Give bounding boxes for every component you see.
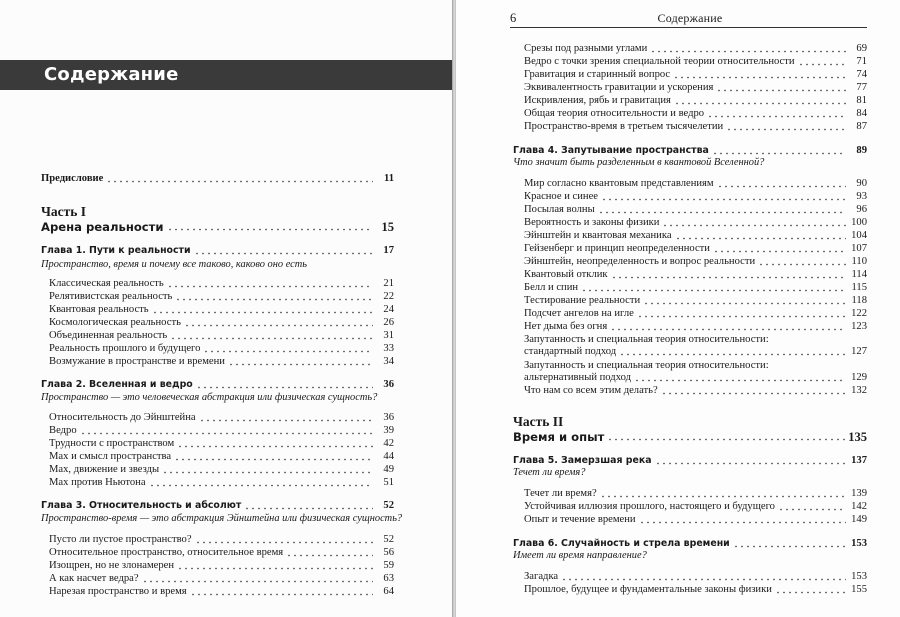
toc-entry[interactable] — [49, 304, 394, 316]
toc-label: Нет дыма без огня — [524, 321, 608, 332]
toc-label: альтернативный подход — [524, 372, 631, 383]
toc-entry[interactable] — [49, 560, 394, 572]
dot-leader — [639, 521, 846, 524]
dot-leader — [174, 458, 373, 461]
toc-page: 129 — [851, 372, 867, 383]
dot-leader — [778, 508, 846, 511]
toc-entry[interactable] — [524, 488, 867, 500]
toc-page: 110 — [851, 256, 867, 267]
toc-entry-part-1[interactable] — [41, 221, 394, 233]
toc-page: 153 — [851, 571, 867, 582]
dot-leader — [637, 315, 846, 318]
toc-label: Белл и спин — [524, 282, 579, 293]
chapter-3-subtitle: Пространство-время — это абстракция Эйнштейна или физическая сущность? — [41, 513, 403, 524]
toc-label: Предисловие — [41, 173, 104, 184]
dot-leader — [195, 541, 373, 544]
toc-page: 132 — [851, 385, 867, 396]
toc-entry[interactable] — [524, 584, 867, 596]
toc-page: 24 — [383, 304, 394, 315]
toc-label: А как насчет ведра? — [49, 573, 139, 584]
toc-label: Космологическая реальность — [49, 317, 181, 328]
chapter-2-subtitle: Пространство — это человеческая абстракция или физическая сущность? — [41, 392, 378, 403]
dot-leader — [199, 419, 373, 422]
toc-label: Возмужание в пространстве и времени — [49, 356, 225, 367]
toc-page: 118 — [851, 295, 867, 306]
dot-leader — [661, 392, 846, 395]
toc-label: Срезы под разными углами — [524, 43, 648, 54]
toc-page: 122 — [851, 308, 867, 319]
dot-leader — [196, 386, 373, 389]
dot-leader — [650, 50, 846, 53]
toc-page: 107 — [851, 243, 867, 254]
toc-entry[interactable] — [49, 317, 394, 329]
toc-page: 115 — [851, 282, 867, 293]
toc-page: 84 — [856, 108, 867, 119]
dot-leader — [177, 567, 373, 570]
toc-label: Гравитация и старинный вопрос — [524, 69, 671, 80]
toc-entry[interactable] — [524, 217, 867, 229]
toc-page: 135 — [848, 430, 867, 444]
toc-entry[interactable] — [49, 356, 394, 368]
toc-label: Квантовый отклик — [524, 269, 608, 280]
toc-entry[interactable] — [49, 291, 394, 303]
toc-page: 26 — [383, 317, 394, 328]
chapter-5-subtitle: Течет ли время? — [513, 467, 586, 478]
toc-page: 127 — [851, 346, 867, 357]
toc-page: 17 — [383, 245, 394, 256]
dot-leader — [286, 554, 373, 557]
toc-entry[interactable] — [49, 477, 394, 489]
dot-leader — [726, 128, 846, 131]
dot-leader — [675, 237, 846, 240]
toc-entry[interactable] — [524, 43, 867, 55]
chapter-4-title: Глава 4. Запутывание пространства — [513, 145, 709, 156]
dot-leader — [707, 115, 846, 118]
dot-leader — [674, 102, 846, 105]
toc-page: 36 — [383, 412, 394, 423]
dot-leader — [581, 289, 846, 292]
toc-entry[interactable] — [524, 178, 867, 190]
toc-label: Изощрен, но не злонамерен — [49, 560, 175, 571]
toc-entry-chapter-6[interactable] — [513, 538, 867, 550]
toc-entry[interactable] — [524, 243, 867, 255]
toc-entry[interactable] — [524, 571, 867, 583]
toc-page: 90 — [856, 178, 867, 189]
chapter-5-title: Глава 5. Замерзшая река — [513, 455, 652, 466]
toc-page: 22 — [383, 291, 394, 302]
toc-label: Прошлое, будущее и фундаментальные законы физики — [524, 584, 772, 595]
chapter-6-subtitle: Имеет ли время направление? — [513, 550, 647, 561]
toc-label: Реальность прошлого и будущего — [49, 343, 201, 354]
toc-entry[interactable] — [49, 278, 394, 290]
toc-label: Мах и смысл пространства — [49, 451, 172, 462]
dot-leader — [610, 328, 846, 331]
toc-entry-chapter-2[interactable] — [41, 379, 394, 391]
toc-label: Ведро с точки зрения специальной теории относительности — [524, 56, 795, 67]
dot-leader — [190, 593, 373, 596]
toc-label: Пусто ли пустое пространство? — [49, 534, 192, 545]
dot-leader — [162, 471, 373, 474]
toc-label: Течет ли время? — [524, 488, 597, 499]
toc-entry[interactable] — [524, 501, 867, 513]
toc-label: Ведро — [49, 425, 77, 436]
toc-page: 15 — [381, 220, 394, 234]
toc-page: 69 — [856, 43, 867, 54]
toc-page: 64 — [383, 586, 394, 597]
dot-leader — [712, 152, 846, 155]
toc-entry[interactable] — [524, 514, 867, 526]
chapter-4-subtitle: Что значит быть разделенным в квантовой Вселенной? — [513, 157, 765, 168]
toc-label: Эйнштейн и квантовая механика — [524, 230, 672, 241]
toc-entry[interactable] — [49, 573, 394, 585]
toc-entry[interactable] — [524, 269, 867, 281]
toc-page: 100 — [851, 217, 867, 228]
chapter-3-title: Глава 3. Относительность и абсолют — [41, 500, 242, 511]
dot-leader — [80, 432, 373, 435]
toc-page: 56 — [383, 547, 394, 558]
dot-leader — [798, 63, 846, 66]
toc-entry[interactable] — [49, 343, 394, 355]
toc-entry-first-line[interactable]: Запутанность и специальная теория относительности: — [524, 334, 769, 345]
toc-entry-first-line[interactable]: Запутанность и специальная теория относительности: — [524, 360, 769, 371]
toc-entry[interactable] — [524, 108, 867, 120]
toc-page: 51 — [383, 477, 394, 488]
toc-label: Подсчет ангелов на игле — [524, 308, 634, 319]
toc-label: Тестирование реальности — [524, 295, 641, 306]
toc-label: Относительное пространство, относительное время — [49, 547, 284, 558]
chapter-1-title: Глава 1. Пути к реальности — [41, 245, 191, 256]
toc-page: 137 — [851, 455, 867, 466]
toc-page: 96 — [856, 204, 867, 215]
toc-entry[interactable] — [524, 191, 867, 203]
toc-label: Пространство-время в третьем тысячелетии — [524, 121, 724, 132]
dot-leader — [717, 185, 846, 188]
dot-leader — [598, 211, 846, 214]
toc-page: 77 — [856, 82, 867, 93]
toc-page: 36 — [383, 379, 394, 390]
toc-page: 31 — [383, 330, 394, 341]
toc-label: Мах против Ньютона — [49, 477, 146, 488]
toc-page: 155 — [851, 584, 867, 595]
toc-page: 44 — [383, 451, 394, 462]
toc-label: Квантовая реальность — [49, 304, 149, 315]
dot-leader — [142, 580, 373, 583]
toc-page: 21 — [383, 278, 394, 289]
toc-page: 52 — [383, 534, 394, 545]
toc-label: Эквивалентность гравитации и ускорения — [524, 82, 714, 93]
toc-label: Мир согласно квантовым представлениям — [524, 178, 714, 189]
chapter-6-title: Глава 6. Случайность и стрела времени — [513, 538, 730, 549]
toc-entry[interactable] — [524, 321, 867, 333]
toc-page: 11 — [383, 173, 394, 184]
dot-leader — [106, 180, 373, 183]
toc-entry[interactable] — [524, 295, 867, 307]
toc-label: Нарезая пространство и время — [49, 586, 187, 597]
toc-entry-part-2[interactable] — [513, 431, 867, 443]
contents-heading-band — [0, 60, 452, 90]
toc-label: Объединенная реальность — [49, 330, 168, 341]
toc-page: 89 — [856, 145, 867, 156]
toc-entry[interactable] — [524, 230, 867, 242]
toc-label: Устойчивая иллюзия прошлого, настоящего и будущего — [524, 501, 775, 512]
dot-leader — [619, 353, 846, 356]
toc-page: 39 — [383, 425, 394, 436]
toc-label: стандартный подход — [524, 346, 617, 357]
toc-entry[interactable] — [49, 547, 394, 559]
toc-entry[interactable] — [49, 330, 394, 342]
toc-page: 153 — [851, 538, 867, 549]
dot-leader — [634, 379, 846, 382]
toc-entry[interactable] — [49, 412, 394, 424]
dot-leader — [194, 252, 373, 255]
toc-page: 142 — [851, 501, 867, 512]
chapter-2-title: Глава 2. Вселенная и ведро — [41, 379, 193, 390]
dot-leader — [611, 276, 846, 279]
toc-entry[interactable] — [524, 121, 867, 133]
toc-entry[interactable] — [524, 256, 867, 268]
toc-entry-chapter-1[interactable] — [41, 245, 394, 257]
dot-leader — [775, 591, 846, 594]
toc-page: 59 — [383, 560, 394, 571]
toc-page: 114 — [851, 269, 867, 280]
toc-entry[interactable] — [524, 346, 867, 358]
dot-leader — [228, 363, 373, 366]
dot-leader — [167, 285, 373, 288]
chapter-1-subtitle: Пространство, время и почему все таково, каково оно есть — [41, 259, 308, 270]
toc-label: Относительность до Эйнштейна — [49, 412, 196, 423]
toc-page: 52 — [383, 500, 394, 511]
dot-leader — [600, 495, 846, 498]
dot-leader — [733, 545, 846, 548]
part-2-title: Время и опыт — [513, 430, 605, 444]
dot-leader — [673, 76, 846, 79]
toc-label: Вероятность и законы физики — [524, 217, 660, 228]
toc-label: Посылая волны — [524, 204, 595, 215]
toc-page: 34 — [383, 356, 394, 367]
toc-entry[interactable] — [524, 82, 867, 94]
dot-leader — [244, 507, 373, 510]
toc-entry[interactable] — [49, 586, 394, 598]
toc-page: 42 — [383, 438, 394, 449]
toc-page: 104 — [851, 230, 867, 241]
toc-entry[interactable] — [524, 56, 867, 68]
toc-entry[interactable] — [524, 385, 867, 397]
toc-entry-preface[interactable] — [41, 173, 394, 185]
toc-entry[interactable] — [49, 464, 394, 476]
toc-entry[interactable] — [49, 451, 394, 463]
toc-page: 71 — [856, 56, 867, 67]
dot-leader — [713, 250, 846, 253]
toc-entry[interactable] — [524, 308, 867, 320]
toc-page: 93 — [856, 191, 867, 202]
toc-label: Трудности с пространством — [49, 438, 175, 449]
toc-entry[interactable] — [49, 534, 394, 546]
dot-leader — [655, 462, 846, 465]
toc-label: Загадка — [524, 571, 559, 582]
toc-entry[interactable] — [524, 69, 867, 81]
dot-leader — [607, 438, 845, 441]
toc-entry[interactable] — [524, 95, 867, 107]
toc-label: Искривления, рябь и гравитация — [524, 95, 671, 106]
dot-leader — [203, 350, 373, 353]
page-number: 6 — [510, 11, 517, 25]
dot-leader — [167, 228, 373, 231]
toc-label: Опыт и течение времени — [524, 514, 636, 525]
toc-entry-chapter-3[interactable] — [41, 500, 394, 512]
dot-leader — [716, 89, 846, 92]
dot-leader — [170, 337, 373, 340]
toc-page: 74 — [856, 69, 867, 80]
dot-leader — [643, 302, 846, 305]
toc-page: 139 — [851, 488, 867, 499]
toc-entry-chapter-5[interactable] — [513, 455, 867, 467]
header-rule — [510, 27, 867, 28]
toc-label: Классическая реальность — [49, 278, 164, 289]
dot-leader — [758, 263, 846, 266]
toc-label: Красное и синее — [524, 191, 598, 202]
dot-leader — [177, 445, 373, 448]
dot-leader — [184, 324, 373, 327]
toc-label: Эйнштейн, неопределенность и вопрос реальности — [524, 256, 756, 267]
toc-entry[interactable] — [524, 372, 867, 384]
toc-page: 81 — [856, 95, 867, 106]
dot-leader — [561, 578, 846, 581]
toc-entry[interactable] — [49, 425, 394, 437]
toc-label: Релятивистская реальность — [49, 291, 173, 302]
running-title: Содержание — [657, 11, 723, 25]
part-2-label: Часть II — [513, 414, 564, 429]
contents-heading: Содержание — [44, 64, 179, 85]
dot-leader — [149, 484, 373, 487]
toc-entry-chapter-4[interactable] — [513, 145, 867, 157]
toc-page: 149 — [851, 514, 867, 525]
toc-label: Мах, движение и звезды — [49, 464, 160, 475]
toc-page: 87 — [856, 121, 867, 132]
part-1-title: Арена реальности — [41, 220, 164, 234]
toc-page: 123 — [851, 321, 867, 332]
toc-entry[interactable] — [524, 204, 867, 216]
dot-leader — [662, 224, 846, 227]
toc-page: 49 — [383, 464, 394, 475]
toc-entry[interactable] — [49, 438, 394, 450]
dot-leader — [175, 298, 373, 301]
toc-label: Общая теория относительности и ведро — [524, 108, 705, 119]
toc-page: 63 — [383, 573, 394, 584]
toc-label: Гейзенберг и принцип неопределенности — [524, 243, 710, 254]
dot-leader — [601, 198, 846, 201]
dot-leader — [152, 311, 373, 314]
part-1-label: Часть I — [41, 204, 87, 219]
toc-entry[interactable] — [524, 282, 867, 294]
toc-page: 33 — [383, 343, 394, 354]
toc-label: Что нам со всем этим делать? — [524, 385, 658, 396]
